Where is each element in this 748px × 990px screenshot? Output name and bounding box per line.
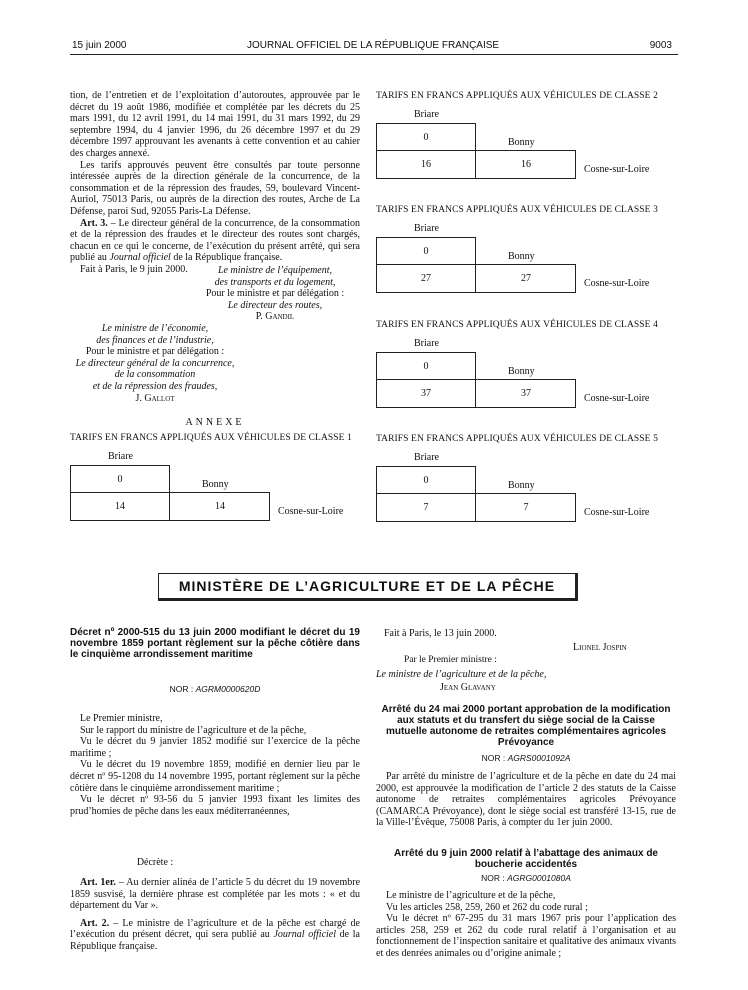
article-3-end: de la République française.	[170, 252, 283, 264]
tarif-origin-briare: Briare	[414, 338, 439, 349]
tarif-value-1: 7	[423, 502, 429, 513]
decret-art1-text: – Au dernier alinéa de l’article 5 du décret du 19 novembre 1859 susvisé, la dernière phrase est complétée par les mots : « et du département du Var ».	[70, 877, 361, 912]
arrete2-nor-label: NOR :	[481, 873, 505, 883]
decret-nor	[70, 684, 360, 694]
decret-article-2	[70, 918, 360, 953]
arrete-prevoyance-text: Par arrêté du ministre de l’agriculture et de la pêche en date du 24 mai 2000, est approuvée la modification de l’article 2 des statuts de la Caisse autonome de retraites complémentaires agricoles Prévoyance (CAMARCA Prévoyance), dont le siège social est transféré 13-15, rue de la Ville-l’Évêque, 75008 Paris, à compter du 1er juin 2000.	[376, 771, 676, 829]
sig1-line4: Le directeur des routes,	[227, 299, 323, 311]
arrete-abattage-p1: Le ministre de l’agriculture et de la pêche,	[386, 890, 556, 901]
article-3-text: – Le directeur général de la concurrence, de la consommation et de la répression des fraudes et le directeur des routes sont chargés, chacun en ce qui le concerne, de l’exécution du présent arrêté, qui sera publié au	[70, 217, 360, 264]
arrete1-nor-label: NOR :	[481, 753, 506, 763]
arrete-abattage-nor	[376, 873, 676, 883]
journal-officiel-ref: Journal officiel	[109, 252, 171, 264]
tarif-value-1: 14	[115, 501, 125, 512]
tarif-origin-zero: 0	[423, 132, 429, 143]
tarif-title: TARIFS EN FRANCS APPLIQUÉS AUX VÉHICULES DE CLASSE 4	[376, 320, 658, 330]
tarif-title: TARIFS EN FRANCS APPLIQUÉS AUX VÉHICULES DE CLASSE 1	[70, 433, 352, 443]
tarif-title: TARIFS EN FRANCS APPLIQUÉS AUX VÉHICULES DE CLASSE 2	[376, 91, 658, 101]
paragraph-article-3	[70, 218, 360, 264]
tarif-value-1: 27	[421, 273, 431, 284]
arrete-prevoyance-body	[376, 771, 676, 829]
sig2-line1: Le ministre de l’économie,	[101, 323, 209, 334]
sig2-line4: Le directeur général de la concurrence,	[75, 357, 235, 369]
tarif-mid-bonny: Bonny	[508, 480, 535, 491]
paragraph-tarifs-consultation: Les tarifs approuvés peuvent être consultés par toute personne intéressée auprès de la direction générale de la concurrence, de la consommation et de la répression des fraudes, 59, boulevard Vincent-Auriol, 75013 Paris, ou auprès de la direction des routes, Arche de La Défense, paroi Sud, 92055 Paris-La Défense.	[70, 159, 360, 217]
decret-articles	[70, 877, 360, 953]
tarif-origin-briare: Briare	[414, 109, 439, 120]
decret-nor-label: NOR :	[169, 684, 194, 694]
tarif-title: TARIFS EN FRANCS APPLIQUÉS AUX VÉHICULES DE CLASSE 3	[376, 205, 658, 215]
ministry-banner: MINISTÈRE DE L’AGRICULTURE ET DE LA PÊCHE	[158, 573, 578, 601]
decrete-heading: Décrète :	[136, 857, 174, 868]
tarif-dest-cosne: Cosne-sur-Loire	[278, 506, 344, 517]
tarif-origin-zero: 0	[117, 474, 123, 485]
glavany-name: Jean Glavany	[440, 682, 496, 693]
pm-name: Lionel Jospin	[573, 642, 627, 653]
tarif-table-4	[376, 320, 676, 410]
tarif-dest-cosne: Cosne-sur-Loire	[584, 507, 650, 518]
decret-art2-end: de la République française.	[70, 929, 360, 952]
sig2-line2: des finances et de l’industrie,	[96, 334, 214, 346]
left-column-text	[70, 90, 360, 276]
arrete-abattage-title: Arrêté du 9 juin 2000 relatif à l’abattage des animaux de boucherie accidentés	[394, 848, 658, 870]
decret-nor-code: AGRM0000620D	[195, 684, 261, 694]
tarif-value-2: 16	[521, 159, 531, 170]
arrete-prevoyance-nor	[376, 753, 676, 763]
tarif-dest-cosne: Cosne-sur-Loire	[584, 278, 650, 289]
decret-sur-rapport: Sur le rapport du ministre de l’agriculture et de la pêche,	[80, 724, 307, 736]
ministre-agriculture: Le ministre de l’agriculture et de la pêche,	[376, 669, 547, 680]
decret-vu-1993: Vu le décret nº 93-56 du 5 janvier 1993 fixant les limites des prud’homies de pêche dans les eaux méditerranéennes,	[70, 794, 360, 817]
paragraph-convention: tion, de l’entretien et de l’exploitation d’autoroutes, approuvée par le décret du 19 août 1986, modifiée et complétée par les décrets du 25 mars 1991, du 12 avril 1991, du 14 mai 1991, du 31 mars 1992, du 29 septembre 1994, du 4 janvier 1996, du 26 décembre 1997 et du 29 décembre 1997 approuvant les avenants à cette convention et au cahier des charges annexé.	[70, 90, 360, 159]
decret-art1-label: Art. 1er.	[80, 877, 116, 888]
tarif-mid-bonny: Bonny	[508, 366, 535, 377]
signature-economie	[70, 323, 240, 404]
sig1-line1: Le ministre de l’équipement,	[217, 265, 333, 276]
tarif-origin-zero: 0	[423, 475, 429, 486]
decret-premier-ministre: Le Premier ministre,	[80, 713, 163, 724]
arrete-abattage-p2: Vu les articles 258, 259, 260 et 262 du code rural ;	[386, 901, 588, 913]
fait-a-paris-2: Fait à Paris, le 13 juin 2000.	[384, 628, 497, 639]
sig2-line6: et de la répression des fraudes,	[92, 380, 218, 392]
arrete-abattage-p3: Vu le décret nº 67-295 du 31 mars 1967 pris pour l’application des articles 258, 259 et 262 du code rural relatif à l’organisation et au fonctionnement de l’inspection sanitaire et qualitative des animaux vivants et des denrées animales ou d’origine animale ;	[376, 913, 676, 959]
tarif-value-2: 7	[523, 502, 529, 513]
tarif-value-2: 37	[521, 388, 531, 399]
decret-vu-1859: Vu le décret du 19 novembre 1859, modifié en dernier lieu par le décret nº 95-1208 du 14 novembre 1995, portant règlement sur la pêche côtière dans le cinquième arrondissement maritime ;	[70, 759, 360, 794]
tarif-origin-zero: 0	[423, 246, 429, 257]
header-rule	[70, 54, 678, 55]
decret-article-1	[70, 877, 360, 912]
sig1-name: P. Gandil	[255, 311, 295, 323]
decret-title: Décret nº 2000-515 du 13 juin 2000 modifiant le décret du 19 novembre 1859 portant règlement sur la pêche côtière dans le cinquième arrondissement maritime	[70, 627, 360, 660]
decret-body	[70, 713, 360, 817]
tarif-origin-briare: Briare	[414, 223, 439, 234]
decret-vu-1852: Vu le décret du 9 janvier 1852 modifié sur l’exercice de la pêche maritime ;	[70, 736, 360, 759]
arrete2-nor-code: AGRG0001080A	[507, 873, 571, 883]
par-le-premier-ministre: Par le Premier ministre :	[404, 655, 497, 665]
tarif-origin-briare: Briare	[414, 452, 439, 463]
tarif-dest-cosne: Cosne-sur-Loire	[584, 393, 650, 404]
tarif-mid-bonny: Bonny	[508, 137, 535, 148]
tarif-value-2: 14	[215, 501, 225, 512]
sig2-line3: Pour le ministre et par délégation :	[85, 346, 225, 358]
article-3-label: Art. 3.	[80, 217, 108, 229]
sig1-line2: des transports et du logement,	[214, 276, 336, 288]
header-journal-title: JOURNAL OFFICIEL DE LA RÉPUBLIQUE FRANÇAISE	[247, 40, 500, 51]
tarif-table-5	[376, 434, 676, 524]
tarif-value-1: 37	[421, 388, 431, 399]
tarif-mid-bonny: Bonny	[202, 479, 229, 490]
decret-art2-text: – Le ministre de l’agriculture et de la pêche est chargé de l’exécution du présent décret, qui sera publié au	[70, 917, 360, 941]
sig2-line5: de la consommation	[114, 369, 196, 381]
fait-a-paris-1: Fait à Paris, le 9 juin 2000.	[80, 263, 188, 275]
arrete-prevoyance-title: Arrêté du 24 mai 2000 portant approbation de la modification aux statuts et du transfert du siège social de la Caisse mutuelle autonome de retraites complémentaires agricoles Prévoyance	[381, 704, 671, 748]
decret-art2-label: Art. 2.	[80, 917, 110, 929]
header-date: 15 juin 2000	[72, 40, 127, 51]
tarif-title: TARIFS EN FRANCS APPLIQUÉS AUX VÉHICULES DE CLASSE 5	[376, 434, 658, 444]
arrete1-nor-code: AGRS0001092A	[507, 753, 571, 763]
arrete-abattage-body	[376, 890, 676, 960]
decret-journal-officiel: Journal officiel	[273, 929, 336, 941]
tarif-mid-bonny: Bonny	[508, 251, 535, 262]
annexe-heading: ANNEXE	[185, 417, 245, 428]
tarif-table-3	[376, 205, 676, 295]
tarif-dest-cosne: Cosne-sur-Loire	[584, 164, 650, 175]
sig2-name: J. Gallot	[135, 392, 175, 404]
tarif-table-2	[376, 91, 676, 181]
signature-equipement	[190, 265, 360, 323]
tarif-origin-zero: 0	[423, 361, 429, 372]
tarif-origin-briare: Briare	[108, 451, 133, 462]
tarif-value-2: 27	[521, 273, 531, 284]
tarif-value-1: 16	[421, 159, 431, 170]
tarif-table-1	[70, 433, 370, 523]
header-page-number: 9003	[649, 40, 672, 51]
sig1-line3: Pour le ministre et par délégation :	[205, 288, 345, 300]
